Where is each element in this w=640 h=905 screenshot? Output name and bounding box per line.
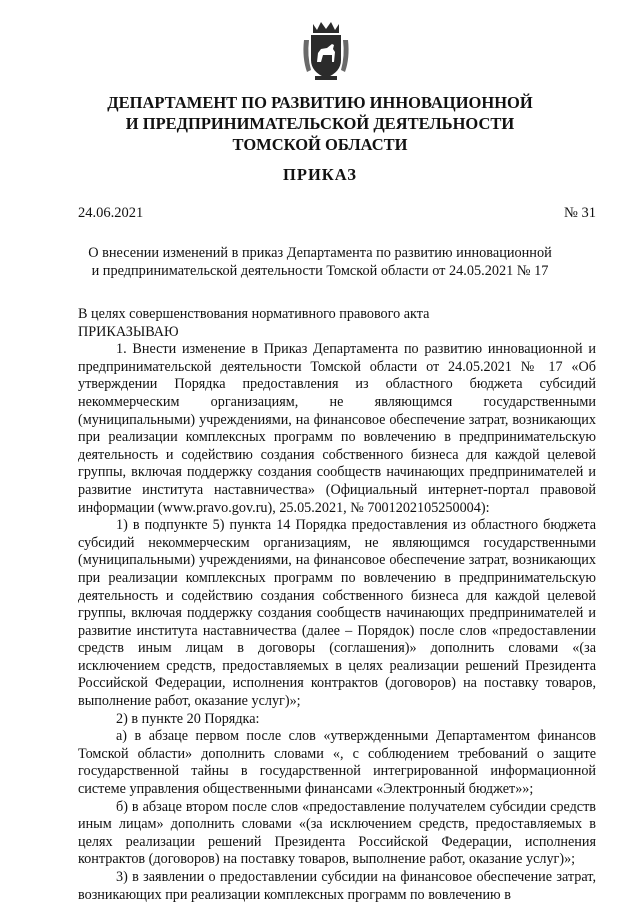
- department-name-line-2: И ПРЕДПРИНИМАТЕЛЬСКОЙ ДЕЯТЕЛЬНОСТИ: [125, 114, 515, 133]
- body-paragraph-5: б) в абзаце втором после слов «предоставление получателем субсидии средств иным лицам» дополнить словами «(за исключением средств, предоставляемых в целях реализации решений Президента Российской Федерации, исполнения контрактов (договоров) на поставку товаров, выполнение работ, оказание услуг)»;: [78, 798, 596, 868]
- subject-line-2: и предпринимательской деятельности Томской области от 24.05.2021 № 17: [91, 263, 549, 279]
- department-header: [0, 92, 640, 155]
- document-title: ПРИКАЗ: [283, 165, 357, 184]
- document-body: [78, 306, 596, 904]
- order-word: ПРИКАЗЫВАЮ: [78, 323, 179, 340]
- subject-line-1: О внесении изменений в приказ Департамента по развитию инновационной: [88, 245, 552, 261]
- body-paragraph-4: а) в абзаце первом после слов «утвержденными Департаментом финансов Томской области» дополнить словами «, с соблюдением требований о защите государственной тайны в государственной интегрированной информационной системе управления общественными финансами «Электронный бюджет»»;: [78, 728, 596, 798]
- purpose-statement: В целях совершенствования нормативного правового акта: [78, 306, 430, 322]
- document-subject: [0, 244, 640, 280]
- body-paragraph-6: 3) в заявлении о предоставлении субсидии на финансовое обеспечение затрат, возникающих при реализации комплексных программ по вовлечению в: [78, 869, 596, 903]
- document-date: 24.06.2021: [78, 205, 144, 221]
- body-paragraph-3: 2) в пункте 20 Порядка:: [116, 710, 260, 727]
- document-number: № 31: [564, 205, 596, 221]
- body-paragraph-2: 1) в подпункте 5) пункта 14 Порядка предоставления из областного бюджета субсидий некоммерческим организациям, не являющимся государственными (муниципальными) учреждениями, на финансовое обеспечение затрат, возникающих при реализации комплексных программ по вовлечению в предпринимательскую деятельность и содействию создания собственного бизнеса для каждой целевой группы, включая поддержку создания сообществ начинающих предпринимателей и развитие института наставничества (далее – Порядок) после слов «предоставлении средств иным лицам в договоры (соглашения)» дополнить словами «(за исключением средств, предоставляемых в целях реализации решений Президента Российской Федерации, исполнения контрактов (договоров) на поставку товаров, выполнение работ, оказание услуг)»;: [78, 517, 596, 710]
- coat-of-arms-icon: [301, 20, 351, 82]
- department-name-line-3: ТОМСКОЙ ОБЛАСТИ: [232, 135, 408, 154]
- department-name-line-1: ДЕПАРТАМЕНТ ПО РАЗВИТИЮ ИННОВАЦИОННОЙ: [107, 93, 533, 112]
- body-paragraph-1: 1. Внести изменение в Приказ Департамента по развитию инновационной и предпринимательской деятельности Томской области от 24.05.2021 № 17 «Об утверждении Порядка предоставления из областного бюджета субсидий некоммерческим организациям, не являющимся государственными (муниципальными) учреждениями, на финансовое обеспечение затрат, возникающих при реализации комплексных программ по вовлечению в предпринимательскую деятельность и содействию создания собственного бизнеса для каждой целевой группы, включая поддержку создания сообществ начинающих предпринимателей и развитие института наставничества» (Официальный интернет-портал правовой информации (www.pravo.gov.ru), 25.05.2021, № 7001202105250004):: [78, 341, 596, 516]
